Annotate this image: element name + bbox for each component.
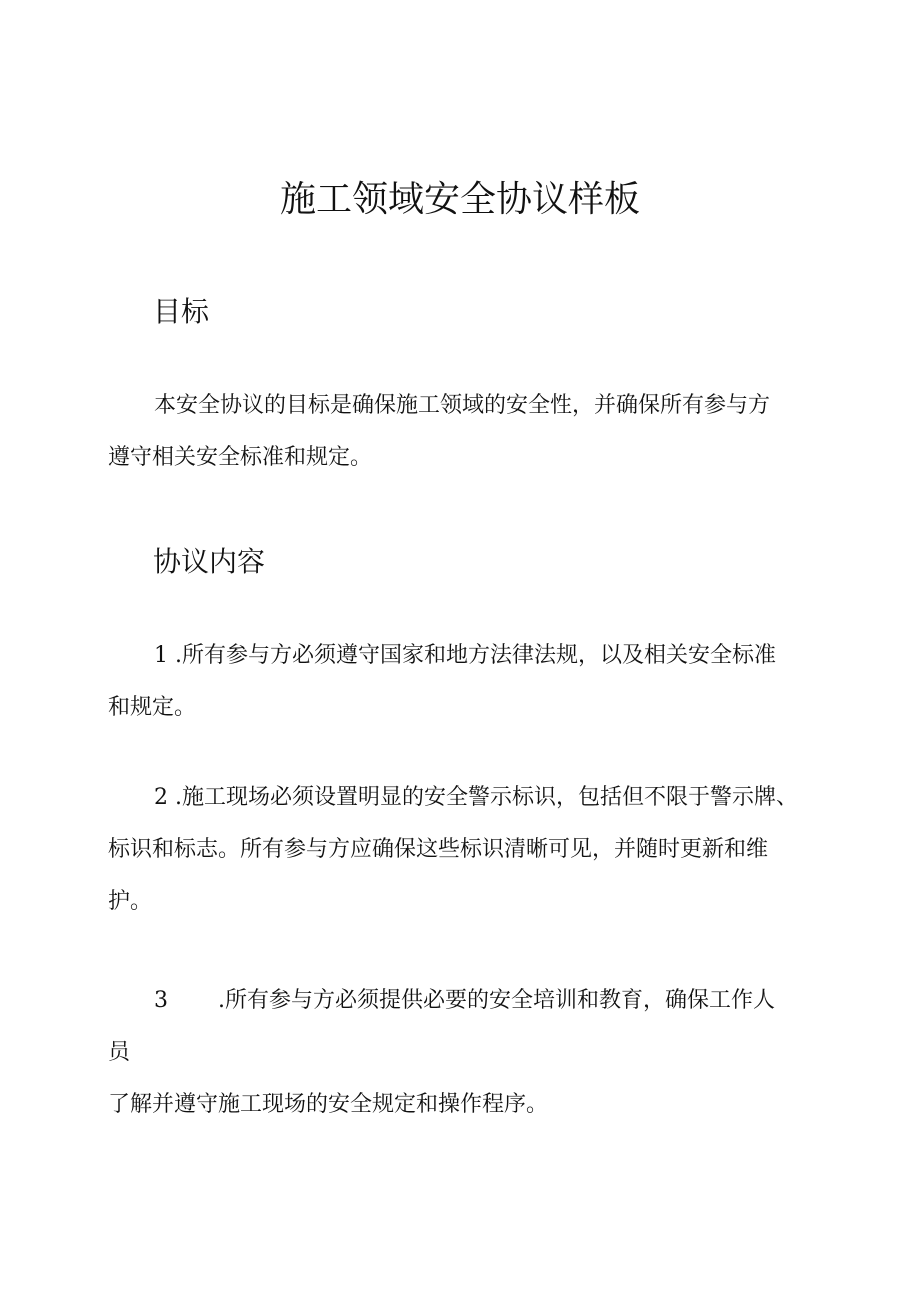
- clause-item-3: [108, 975, 820, 1131]
- paragraph-line: 遵守相关安全标准和规定。: [108, 445, 373, 470]
- goal-paragraph: [108, 380, 820, 484]
- clause-line: 和规定。: [108, 695, 197, 720]
- clause-item-2: [108, 772, 820, 928]
- section-heading-goal: 目标: [153, 295, 210, 328]
- clause-line: 标识和标志。所有参与方应确保这些标识清晰可见，并随时更新和维: [108, 837, 769, 862]
- clause-text: .所有参与方必须提供必要的安全培训和教育，确保工作人: [218, 988, 775, 1013]
- clause-line: 了解并遵守施工现场的安全规定和操作程序。: [108, 1092, 549, 1117]
- clause-line: 护。: [108, 889, 153, 914]
- clause-line: 员: [108, 1040, 131, 1065]
- clause-number: 1: [154, 643, 168, 668]
- document-title: 施工领域安全协议样板: [279, 179, 640, 220]
- clause-text: .所有参与方必须遵守国家和地方法律法规，以及相关安全标准: [175, 643, 776, 668]
- clause-text: .施工现场必须设置明显的安全警示标识，包括但不限于警示牌、: [175, 785, 798, 810]
- section-heading-content: 协议内容: [153, 545, 266, 578]
- clause-item-1: [108, 630, 820, 734]
- clause-number: 2: [154, 785, 168, 810]
- paragraph-line: 本安全协议的目标是确保施工领域的安全性，并确保所有参与方: [154, 393, 771, 418]
- clause-number: 3: [154, 988, 168, 1013]
